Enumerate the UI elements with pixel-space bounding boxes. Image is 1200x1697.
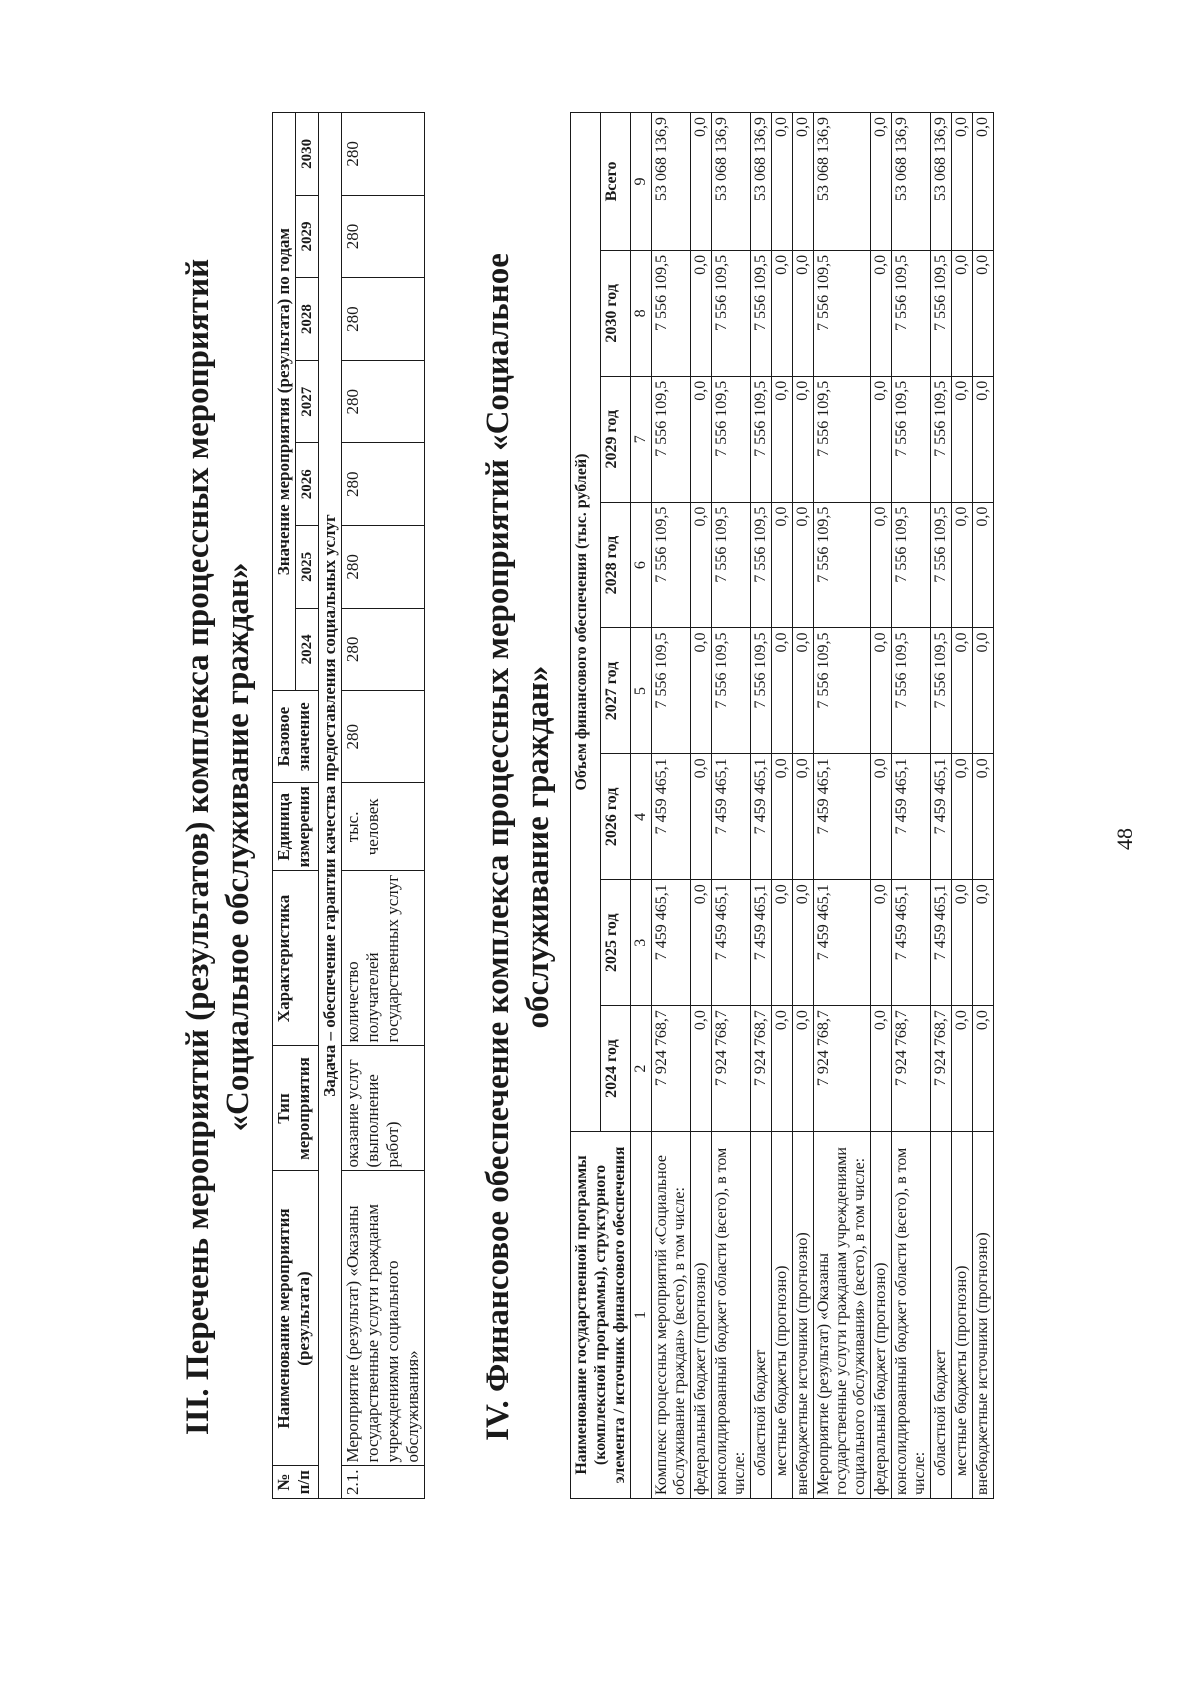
financing-table xyxy=(570,112,994,1499)
table-row xyxy=(652,113,691,1499)
row-total: 53 068 136,9 xyxy=(892,113,931,251)
column-number: 1 xyxy=(631,1132,652,1499)
row-total: 53 068 136,9 xyxy=(931,113,952,251)
column-number: 7 xyxy=(631,376,652,502)
row-total: 53 068 136,9 xyxy=(652,113,691,251)
row-value: 7 459 465,1 xyxy=(712,880,751,1006)
header-year: 2027 xyxy=(296,360,319,443)
row-value: 7 459 465,1 xyxy=(751,880,772,1006)
table-row xyxy=(814,113,871,1499)
header-type: Тип мероприятия xyxy=(273,1046,319,1171)
table-row xyxy=(772,113,793,1499)
measure-value: 280 xyxy=(342,360,425,443)
table-row xyxy=(751,113,772,1499)
row-value: 0,0 xyxy=(793,502,814,628)
row-value: 0,0 xyxy=(952,376,973,502)
row-value: 7 556 109,5 xyxy=(892,376,931,502)
row-value: 7 556 109,5 xyxy=(892,502,931,628)
row-total: 53 068 136,9 xyxy=(712,113,751,251)
row-total: 0,0 xyxy=(772,113,793,251)
measure-name: Мероприятие (результат) «Оказаны государственные услуги гражданам учреждениями социального обслуживания» xyxy=(342,1171,425,1466)
header-total: Всего xyxy=(601,113,631,251)
row-value: 7 459 465,1 xyxy=(892,754,931,880)
measure-value: 280 xyxy=(342,608,425,691)
measure-unit: тыс. человек xyxy=(342,783,425,871)
row-value: 0,0 xyxy=(973,502,994,628)
row-value: 0,0 xyxy=(772,1006,793,1132)
row-label: местные бюджеты (прогнозно) xyxy=(772,1132,793,1499)
task-label: Задача – обеспечение гарантии качества предоставления социальных услуг xyxy=(319,113,342,1499)
table-row xyxy=(892,113,931,1499)
table-row xyxy=(793,113,814,1499)
row-value: 0,0 xyxy=(772,250,793,376)
row-value: 0,0 xyxy=(952,250,973,376)
row-value: 0,0 xyxy=(691,1006,712,1132)
row-total: 0,0 xyxy=(952,113,973,251)
header-unit: Единица измерения xyxy=(273,783,319,871)
row-value: 7 556 109,5 xyxy=(931,376,952,502)
row-value: 7 556 109,5 xyxy=(751,502,772,628)
row-value: 0,0 xyxy=(952,628,973,754)
row-value: 0,0 xyxy=(691,250,712,376)
header-year: 2024 xyxy=(296,608,319,691)
row-value: 7 924 768,7 xyxy=(892,1006,931,1132)
row-value: 7 924 768,7 xyxy=(712,1006,751,1132)
row-value: 7 556 109,5 xyxy=(652,628,691,754)
row-value: 7 924 768,7 xyxy=(814,1006,871,1132)
column-number: 2 xyxy=(631,1006,652,1132)
column-number: 9 xyxy=(631,113,652,251)
row-value: 0,0 xyxy=(871,880,892,1006)
header-year: 2025 год xyxy=(601,880,631,1006)
section3-title-line1: III. Перечень мероприятий (результатов) комплекса процессных мероприятий xyxy=(180,258,216,1436)
row-value: 0,0 xyxy=(691,880,712,1006)
row-value: 7 556 109,5 xyxy=(931,628,952,754)
row-value: 0,0 xyxy=(691,376,712,502)
header-num: № п/п xyxy=(273,1466,319,1499)
row-label: Комплекс процессных мероприятий «Социальное обслуживание граждан» (всего), в том числе: xyxy=(652,1132,691,1499)
row-label: федеральный бюджет (прогнозно) xyxy=(691,1132,712,1499)
column-number: 5 xyxy=(631,628,652,754)
section3-title xyxy=(178,197,258,1497)
measure-value: 280 xyxy=(342,195,425,278)
row-value: 7 556 109,5 xyxy=(751,628,772,754)
row-label: федеральный бюджет (прогнозно) xyxy=(871,1132,892,1499)
table-row xyxy=(931,113,952,1499)
row-total: 53 068 136,9 xyxy=(751,113,772,251)
header-source: Наименование государственной программы (комплексной программы), структурного элемента / источник финансового обеспечения xyxy=(571,1132,631,1499)
row-value: 0,0 xyxy=(973,1006,994,1132)
task-row xyxy=(319,113,342,1499)
row-value: 0,0 xyxy=(772,754,793,880)
header-volume: Объем финансового обеспечения (тыс. рублей) xyxy=(571,113,601,1132)
row-value: 0,0 xyxy=(871,754,892,880)
measure-value: 280 xyxy=(342,443,425,526)
row-value: 7 924 768,7 xyxy=(751,1006,772,1132)
header-name: Наименование мероприятия (результата) xyxy=(273,1171,319,1466)
header-year: 2029 год xyxy=(601,376,631,502)
row-value: 7 556 109,5 xyxy=(751,376,772,502)
row-value: 7 556 109,5 xyxy=(712,250,751,376)
row-label: внебюджетные источники (прогнозно) xyxy=(793,1132,814,1499)
row-value: 0,0 xyxy=(952,502,973,628)
row-value: 7 459 465,1 xyxy=(814,754,871,880)
row-value: 7 556 109,5 xyxy=(814,628,871,754)
row-value: 0,0 xyxy=(691,754,712,880)
row-total: 53 068 136,9 xyxy=(814,113,871,251)
column-number-row xyxy=(631,113,652,1499)
row-value: 0,0 xyxy=(793,250,814,376)
row-label: внебюджетные источники (прогнозно) xyxy=(973,1132,994,1499)
measure-value: 280 xyxy=(342,526,425,609)
row-value: 0,0 xyxy=(793,376,814,502)
row-value: 7 556 109,5 xyxy=(931,502,952,628)
header-year: 2025 xyxy=(296,526,319,609)
row-value: 7 556 109,5 xyxy=(814,376,871,502)
row-value: 0,0 xyxy=(793,880,814,1006)
row-value: 0,0 xyxy=(772,376,793,502)
measure-base: 280 xyxy=(342,691,425,783)
row-value: 0,0 xyxy=(973,376,994,502)
row-value: 0,0 xyxy=(871,1006,892,1132)
row-value: 0,0 xyxy=(973,880,994,1006)
header-base: Базовое значение xyxy=(273,691,319,783)
row-value: 7 556 109,5 xyxy=(712,502,751,628)
page-number: 48 xyxy=(1112,828,1137,850)
section4-title: IV. Финансовое обеспечение комплекса процессных мероприятий «Социальное обслуживание граждан» xyxy=(480,253,556,1441)
row-total: 0,0 xyxy=(871,113,892,251)
row-total: 0,0 xyxy=(691,113,712,251)
header-values: Значение мероприятия (результата) по годам xyxy=(273,113,296,691)
row-value: 0,0 xyxy=(973,628,994,754)
measures-header-row xyxy=(273,113,296,1499)
row-value: 0,0 xyxy=(793,628,814,754)
measure-characteristic: количество получателей государственных услуг xyxy=(342,871,425,1046)
measure-type: оказание услуг (выполнение работ) xyxy=(342,1046,425,1171)
row-value: 7 556 109,5 xyxy=(712,628,751,754)
row-value: 7 459 465,1 xyxy=(931,754,952,880)
row-value: 7 459 465,1 xyxy=(814,880,871,1006)
row-value: 0,0 xyxy=(793,1006,814,1132)
header-year: 2030 год xyxy=(601,250,631,376)
row-value: 7 924 768,7 xyxy=(652,1006,691,1132)
table-row xyxy=(952,113,973,1499)
row-value: 7 556 109,5 xyxy=(712,376,751,502)
header-year: 2024 год xyxy=(601,1006,631,1132)
row-value: 0,0 xyxy=(871,628,892,754)
financing-body xyxy=(652,113,994,1499)
header-year: 2030 xyxy=(296,113,319,196)
row-value: 0,0 xyxy=(772,628,793,754)
measure-num: 2.1. xyxy=(342,1466,425,1499)
table-row xyxy=(712,113,751,1499)
row-value: 7 459 465,1 xyxy=(931,880,952,1006)
row-value: 7 459 465,1 xyxy=(652,880,691,1006)
row-value: 0,0 xyxy=(772,502,793,628)
header-characteristic: Характеристика xyxy=(273,871,319,1046)
measures-table xyxy=(272,112,425,1499)
row-value: 7 556 109,5 xyxy=(814,502,871,628)
row-value: 7 556 109,5 xyxy=(652,376,691,502)
row-label: областной бюджет xyxy=(751,1132,772,1499)
table-row xyxy=(871,113,892,1499)
column-number: 3 xyxy=(631,880,652,1006)
header-year: 2026 год xyxy=(601,754,631,880)
row-value: 0,0 xyxy=(952,880,973,1006)
row-total: 0,0 xyxy=(973,113,994,251)
row-value: 0,0 xyxy=(793,754,814,880)
measure-value: 280 xyxy=(342,278,425,361)
row-value: 0,0 xyxy=(952,754,973,880)
row-value: 0,0 xyxy=(871,502,892,628)
row-value: 7 556 109,5 xyxy=(814,250,871,376)
row-label: местные бюджеты (прогнозно) xyxy=(952,1132,973,1499)
row-value: 7 459 465,1 xyxy=(751,754,772,880)
column-number: 4 xyxy=(631,754,652,880)
row-value: 0,0 xyxy=(952,1006,973,1132)
row-label: консолидированный бюджет области (всего), в том числе: xyxy=(712,1132,751,1499)
row-value: 0,0 xyxy=(871,250,892,376)
column-number: 6 xyxy=(631,502,652,628)
column-number: 8 xyxy=(631,250,652,376)
row-value: 7 556 109,5 xyxy=(931,250,952,376)
row-value: 7 556 109,5 xyxy=(751,250,772,376)
header-year: 2026 xyxy=(296,443,319,526)
row-label: Мероприятие (результат) «Оказаны государственные услуги гражданам учреждениями социального обслуживания» (всего), в том числе: xyxy=(814,1132,871,1499)
row-value: 7 556 109,5 xyxy=(652,250,691,376)
row-value: 7 459 465,1 xyxy=(652,754,691,880)
measure-row xyxy=(342,113,425,1499)
row-value: 0,0 xyxy=(691,628,712,754)
row-value: 7 459 465,1 xyxy=(712,754,751,880)
header-year: 2029 xyxy=(296,195,319,278)
table-row xyxy=(691,113,712,1499)
table-row xyxy=(973,113,994,1499)
row-value: 0,0 xyxy=(871,376,892,502)
row-value: 7 556 109,5 xyxy=(892,250,931,376)
financing-header-row xyxy=(571,113,601,1499)
row-value: 7 459 465,1 xyxy=(892,880,931,1006)
row-value: 0,0 xyxy=(973,250,994,376)
row-label: консолидированный бюджет области (всего), в том числе: xyxy=(892,1132,931,1499)
row-value: 7 924 768,7 xyxy=(931,1006,952,1132)
header-year: 2028 год xyxy=(601,502,631,628)
measure-value: 280 xyxy=(342,113,425,196)
row-total: 0,0 xyxy=(793,113,814,251)
row-value: 7 556 109,5 xyxy=(892,628,931,754)
row-label: областной бюджет xyxy=(931,1132,952,1499)
row-value: 0,0 xyxy=(973,754,994,880)
row-value: 0,0 xyxy=(691,502,712,628)
row-value: 7 556 109,5 xyxy=(652,502,691,628)
row-value: 0,0 xyxy=(772,880,793,1006)
section3-title-line2: «Социальное обслуживание граждан» xyxy=(220,562,256,1132)
header-year: 2028 xyxy=(296,278,319,361)
header-year: 2027 год xyxy=(601,628,631,754)
